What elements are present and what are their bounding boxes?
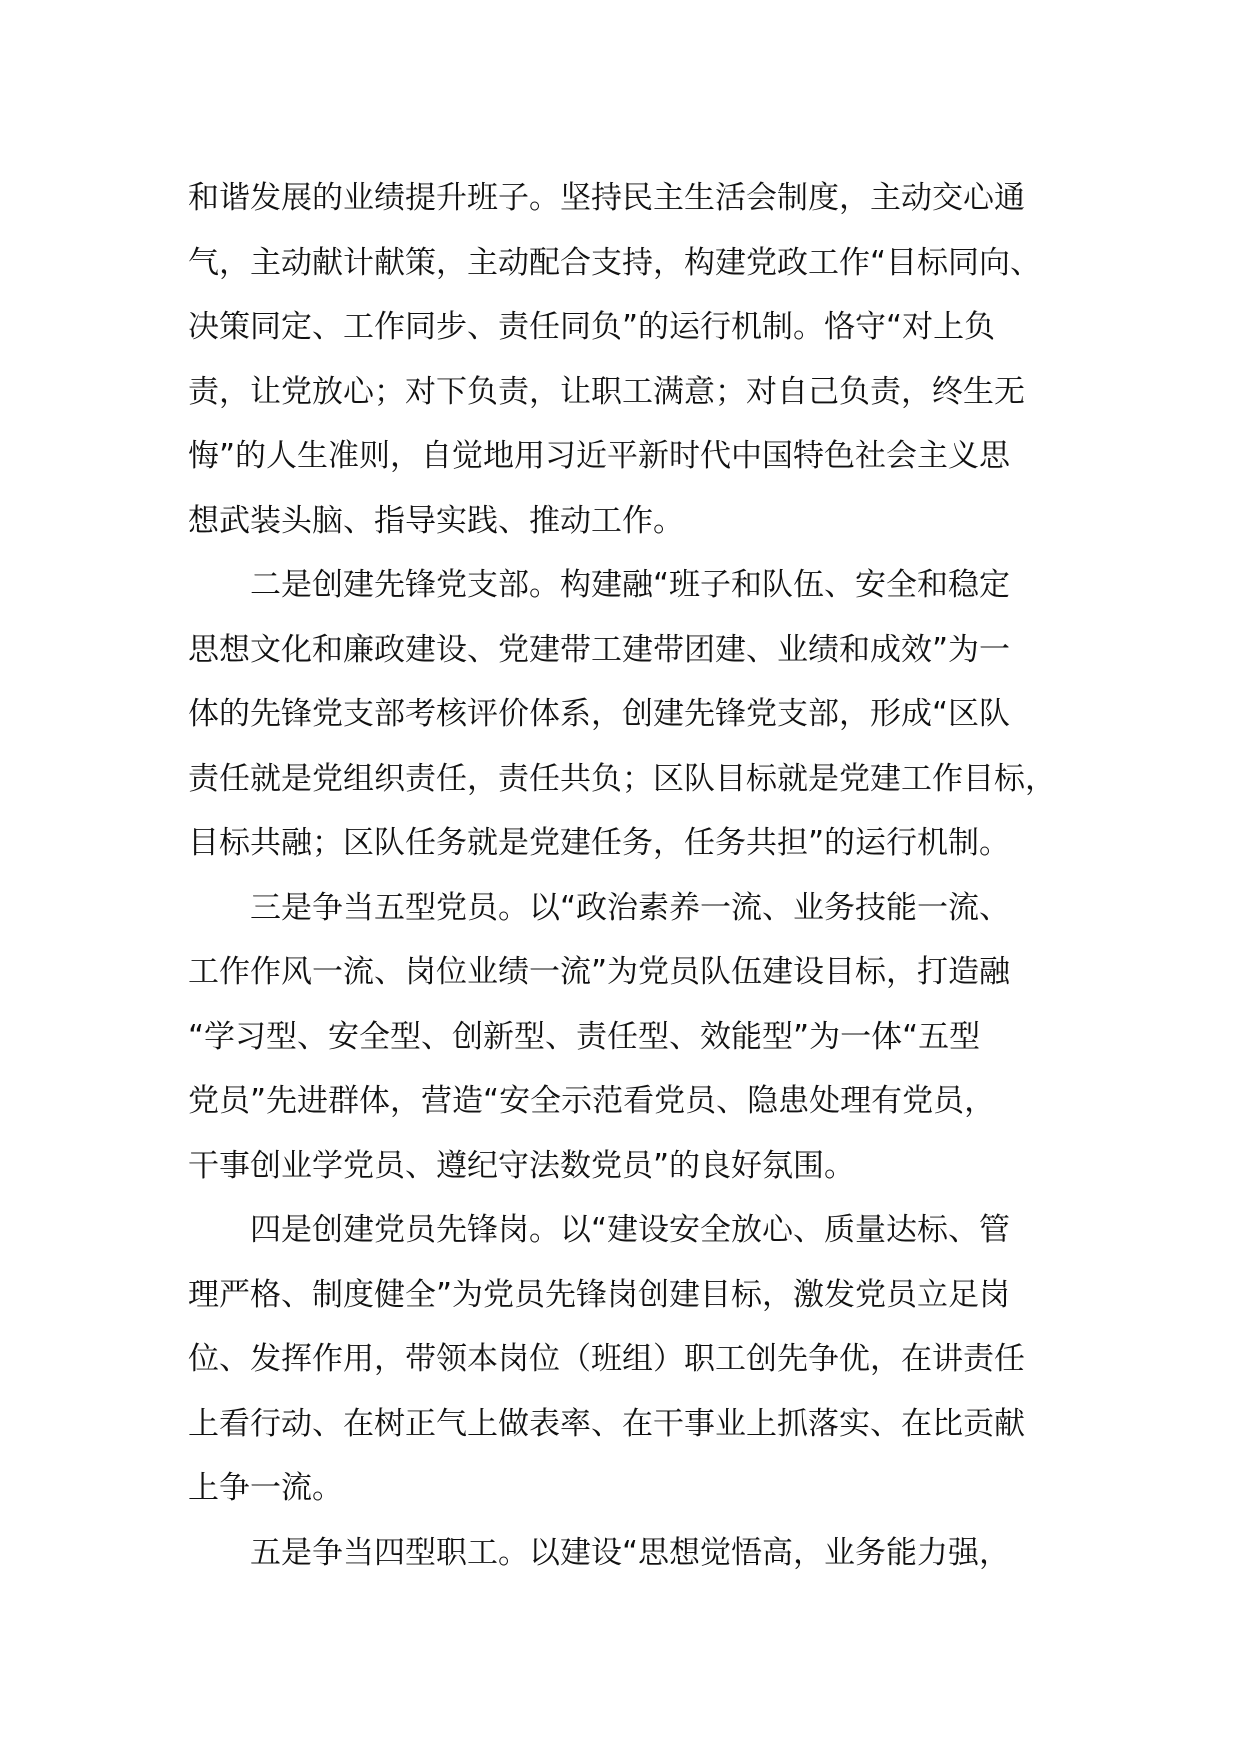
text-line: 党员”先进群体，营造“安全示范看党员、隐患处理有党员， [188, 1083, 996, 1119]
document-body [188, 166, 1088, 1585]
text-line: 五是争当四型职工。以建设“思想觉悟高，业务能力强， [250, 1534, 1011, 1571]
text-line: 位、发挥作用，带领本岗位（班组）职工创先争优，在讲责任 [188, 1341, 1025, 1377]
text-line: 上争一流。 [188, 1470, 343, 1506]
text-line: 二是创建先锋党支部。构建融“班子和队伍、安全和稳定 [250, 567, 1011, 603]
text-line: 悔”的人生准则，自觉地用习近平新时代中国特色社会主义思 [188, 438, 1011, 474]
text-line: 责任就是党组织责任，责任共负；区队目标就是党建工作目标， [188, 760, 1056, 797]
paragraph-2 [188, 553, 1088, 876]
text-line: 三是争当五型党员。以“政治素养一流、业务技能一流、 [250, 889, 1011, 926]
text-line: 责，让党放心；对下负责，让职工满意；对自己负责，终生无 [188, 373, 1025, 410]
paragraph-1 [188, 166, 1088, 553]
text-line: 思想文化和廉政建设、党建带工建带团建、业绩和成效”为一 [188, 631, 1011, 668]
paragraph-4 [188, 1198, 1088, 1521]
paragraph-5 [188, 1521, 1088, 1586]
text-line: 四是创建党员先锋岗。以“建设安全放心、质量达标、管 [250, 1212, 1011, 1248]
text-line: 体的先锋党支部考核评价体系，创建先锋党支部，形成“区队 [188, 696, 1011, 732]
paragraph-3 [188, 876, 1088, 1199]
text-line: 目标共融；区队任务就是党建任务，任务共担”的运行机制。 [188, 825, 1011, 861]
text-line: “学习型、安全型、创新型、责任型、效能型”为一体“五型 [188, 1018, 981, 1055]
text-line: 和谐发展的业绩提升班子。坚持民主生活会制度，主动交心通 [188, 180, 1025, 216]
text-line: 干事创业学党员、遵纪守法数党员”的良好氛围。 [188, 1147, 856, 1184]
text-line: 决策同定、工作同步、责任同负”的运行机制。恪守“对上负 [188, 309, 996, 345]
text-line: 气，主动献计献策，主动配合支持，构建党政工作“目标同向、 [188, 244, 1042, 281]
text-line: 上看行动、在树正气上做表率、在干事业上抓落实、在比贡献 [188, 1405, 1025, 1442]
text-line: 想武装头脑、指导实践、推动工作。 [188, 502, 684, 539]
text-line: 工作作风一流、岗位业绩一流”为党员队伍建设目标，打造融 [188, 954, 1011, 990]
text-line: 理严格、制度健全”为党员先锋岗创建目标，激发党员立足岗 [188, 1276, 1011, 1313]
